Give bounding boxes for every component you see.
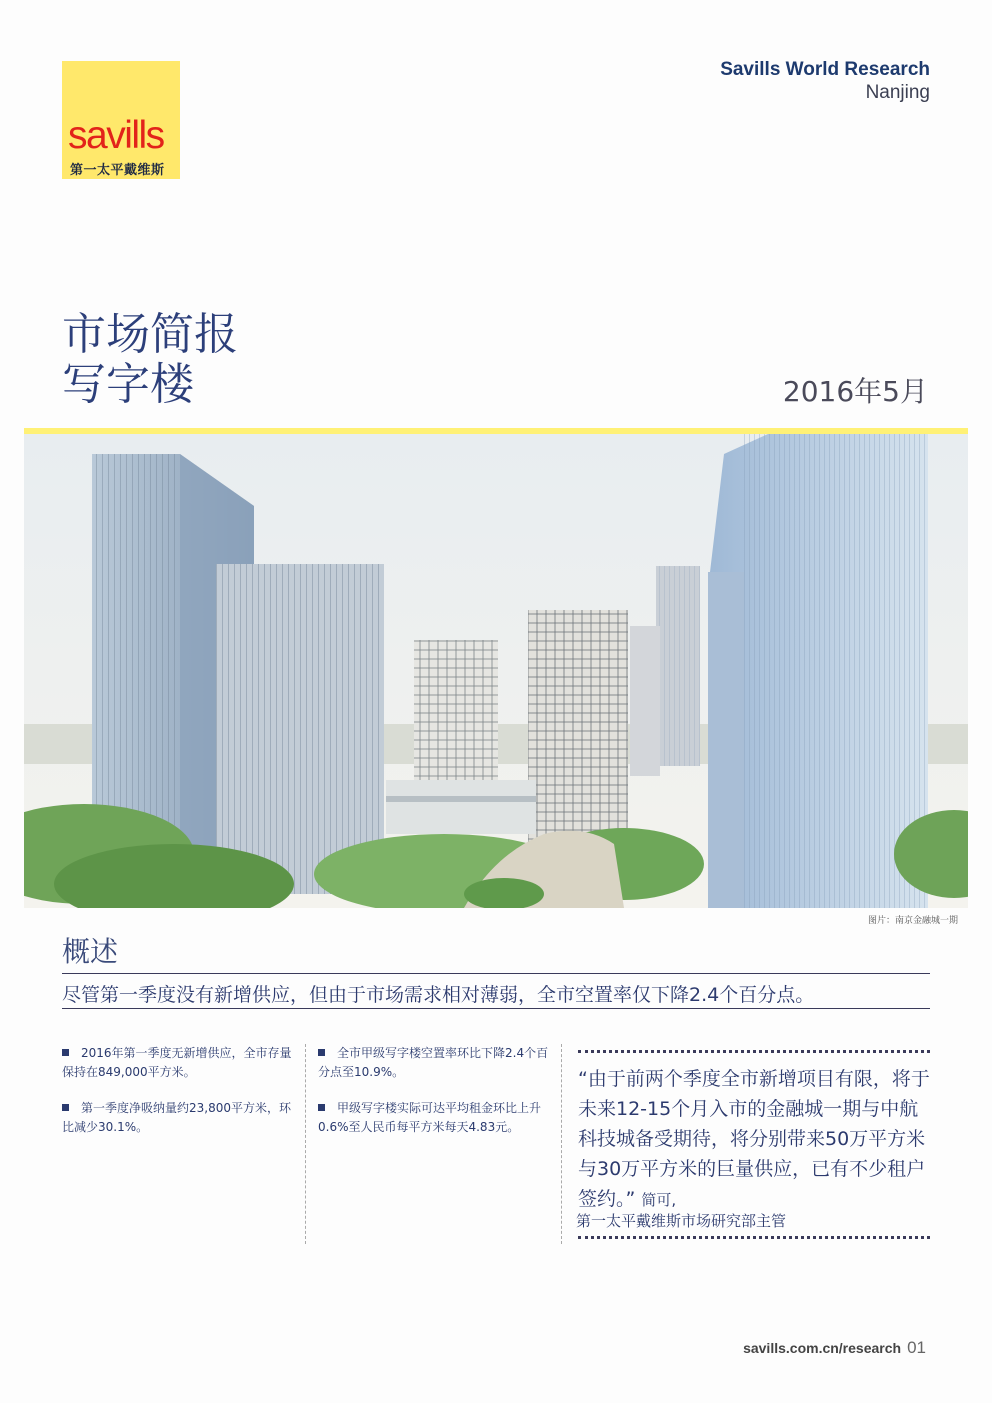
publisher-city: Nanjing bbox=[865, 82, 930, 103]
title-line-2: 写字楼 bbox=[62, 359, 194, 410]
bullet-item bbox=[318, 1099, 554, 1137]
column-divider bbox=[305, 1044, 306, 1244]
bullet-text: 2016年第一季度无新增供应，全市存量保持在849,000平方米。 bbox=[62, 1046, 292, 1079]
publisher-name: Savills World Research bbox=[720, 59, 930, 80]
column-divider bbox=[561, 1044, 562, 1244]
title-line-1: 市场简报 bbox=[62, 309, 238, 360]
bullets-column-1 bbox=[62, 1044, 294, 1154]
header-publisher bbox=[720, 59, 930, 105]
page-title bbox=[62, 310, 238, 410]
savills-logo[interactable] bbox=[62, 61, 180, 179]
heading-rule-top bbox=[62, 973, 930, 974]
section-heading: 概述 bbox=[62, 935, 119, 968]
office-towers-illustration bbox=[24, 434, 968, 908]
heading-rule-bottom bbox=[62, 1008, 930, 1009]
square-bullet-icon bbox=[62, 1104, 69, 1111]
quote-dotted-rule-top bbox=[578, 1050, 930, 1053]
bullet-item bbox=[62, 1044, 294, 1082]
quote-attribution: 简可, bbox=[641, 1191, 677, 1209]
page-footer bbox=[743, 1338, 926, 1358]
pull-quote bbox=[578, 1064, 936, 1215]
bullet-item bbox=[318, 1044, 554, 1082]
square-bullet-icon bbox=[318, 1049, 325, 1056]
hero-photo bbox=[24, 434, 968, 908]
bullets-column-2 bbox=[318, 1044, 554, 1154]
image-credit: 图片：南京金融城一期 bbox=[867, 916, 958, 926]
bullet-text: 甲级写字楼实际可达平均租金环比上升0.6%至人民币每平方米每天4.83元。 bbox=[318, 1101, 542, 1134]
issue-date: 2016年5月 bbox=[782, 375, 928, 408]
lead-summary: 尽管第一季度没有新增供应，但由于市场需求相对薄弱，全市空置率仅下降2.4个百分点。 bbox=[62, 984, 815, 1006]
logo-wordmark: savills bbox=[68, 114, 164, 157]
square-bullet-icon bbox=[318, 1104, 325, 1111]
quote-text: “由于前两个季度全市新增项目有限，将于未来12-15个月入市的金融城一期与中航科技城备受期待，将分别带来50万平方米与30万平方米的巨量供应，已有不少租户签约。” bbox=[578, 1068, 930, 1210]
bullet-item bbox=[62, 1099, 294, 1137]
footer-url[interactable]: savills.com.cn/research bbox=[743, 1340, 902, 1356]
bullet-text: 全市甲级写字楼空置率环比下降2.4个百分点至10.9%。 bbox=[318, 1046, 549, 1079]
quote-dotted-rule-bottom bbox=[578, 1236, 930, 1239]
square-bullet-icon bbox=[62, 1049, 69, 1056]
quote-role: 第一太平戴维斯市场研究部主管 bbox=[576, 1212, 787, 1230]
logo-chinese-name: 第一太平戴维斯 bbox=[70, 163, 165, 178]
bullet-text: 第一季度净吸纳量约23,800平方米，环比减少30.1%。 bbox=[62, 1101, 291, 1134]
page-number: 01 bbox=[907, 1338, 926, 1357]
